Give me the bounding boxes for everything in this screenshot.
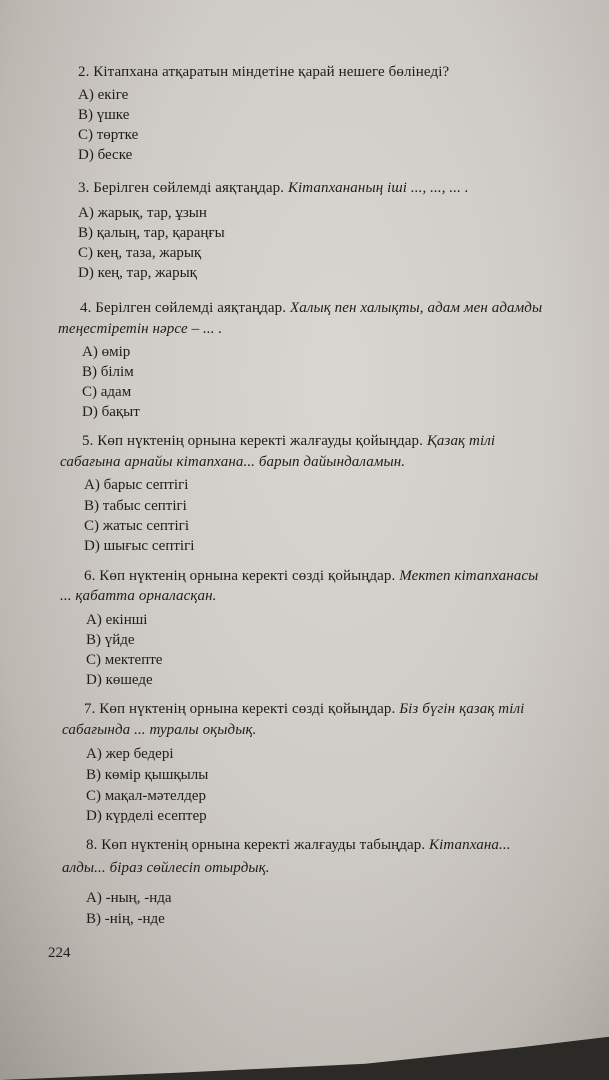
- question-4-stem: [80, 298, 585, 318]
- question-2-stem: [78, 62, 583, 82]
- question-7-option-a: A) жер бедері: [86, 746, 174, 762]
- question-8-stem-line-2: алды... біраз сөйлесіп отырдық.: [62, 860, 270, 876]
- question-6-stem-line-2: ... қабатта орналасқан.: [60, 588, 217, 604]
- question-text: 2. Кітапхана атқаратын міндетіне қарай нешеге бөлінеді?: [78, 64, 450, 80]
- question-8-option-a: A) -ның, -нда: [86, 890, 172, 906]
- question-text: 7. Көп нүктенің орнына керекті сөзді қойыңдар.: [84, 701, 400, 717]
- question-7-option-d: D) күрделі есептер: [86, 808, 207, 824]
- question-3-option-a: A) жарық, тар, ұзын: [78, 205, 207, 221]
- question-4-option-a: A) өмір: [82, 344, 131, 360]
- question-3-option-c: C) кең, таза, жарық: [78, 245, 202, 261]
- question-4-option-b: B) білім: [82, 364, 134, 380]
- question-2-option-d: D) беске: [78, 147, 133, 163]
- question-text: 4. Берілген сөйлемді аяқтаңдар.: [80, 300, 290, 316]
- question-text: 3. Берілген сөйлемді аяқтаңдар.: [78, 180, 288, 196]
- question-5-stem: [82, 431, 587, 451]
- question-6-option-a: A) екінші: [86, 612, 148, 628]
- question-italic-text: Қазақ тілі: [426, 433, 496, 449]
- question-6-option-b: B) үйде: [86, 632, 135, 648]
- question-3-option-b: B) қалың, тар, қараңғы: [78, 225, 225, 241]
- question-5-stem-line-2: сабағына арнайы кітапхана... барып дайындаламын.: [60, 454, 406, 470]
- question-5-option-d: D) шығыс септігі: [84, 538, 195, 554]
- question-italic-text: Біз бүгін қазақ тілі: [399, 701, 525, 717]
- question-7-option-c: C) мақал-мәтелдер: [86, 788, 206, 804]
- question-7-stem: [84, 699, 589, 719]
- question-6-option-c: C) мектепте: [86, 652, 163, 668]
- question-6-stem: [84, 566, 589, 586]
- question-3-option-d: D) кең, тар, жарық: [78, 265, 197, 281]
- question-4-stem-line-2: теңестіретін нәрсе – ... .: [58, 321, 223, 337]
- question-3-stem: [78, 178, 583, 198]
- question-5-option-b: B) табыс септігі: [84, 498, 187, 514]
- question-8-option-b: B) -нің, -нде: [86, 911, 165, 927]
- question-4-option-c: C) адам: [82, 384, 132, 400]
- question-5-option-c: C) жатыс септігі: [84, 518, 189, 534]
- question-italic-text: Мектеп кітапханасы: [399, 568, 539, 584]
- question-7-stem-line-2: сабағында ... туралы оқыдық.: [62, 722, 257, 738]
- question-text: 5. Көп нүктенің орнына керекті жалғауды қойыңдар.: [82, 433, 427, 449]
- question-text: 8. Көп нүктенің орнына керекті жалғауды табыңдар.: [86, 837, 430, 853]
- question-2-option-a: A) екіге: [78, 87, 129, 103]
- question-2-option-b: B) үшке: [78, 107, 130, 123]
- question-text: 6. Көп нүктенің орнына керекті сөзді қойыңдар.: [84, 568, 400, 584]
- question-italic-text: Кітапхана...: [429, 837, 511, 853]
- question-4-option-d: D) бақыт: [82, 404, 140, 420]
- page-number: 224: [48, 945, 71, 961]
- question-italic-text: Халық пен халықты, адам мен адамды: [289, 300, 543, 316]
- question-8-stem: [86, 835, 591, 855]
- question-italic-text: Кітапхананың іші ..., ..., ... .: [287, 180, 469, 196]
- question-5-option-a: A) барыс септігі: [84, 477, 189, 493]
- question-6-option-d: D) көшеде: [86, 672, 153, 688]
- question-7-option-b: B) көмір қышқылы: [86, 767, 209, 783]
- question-2-option-c: C) төртке: [78, 127, 139, 143]
